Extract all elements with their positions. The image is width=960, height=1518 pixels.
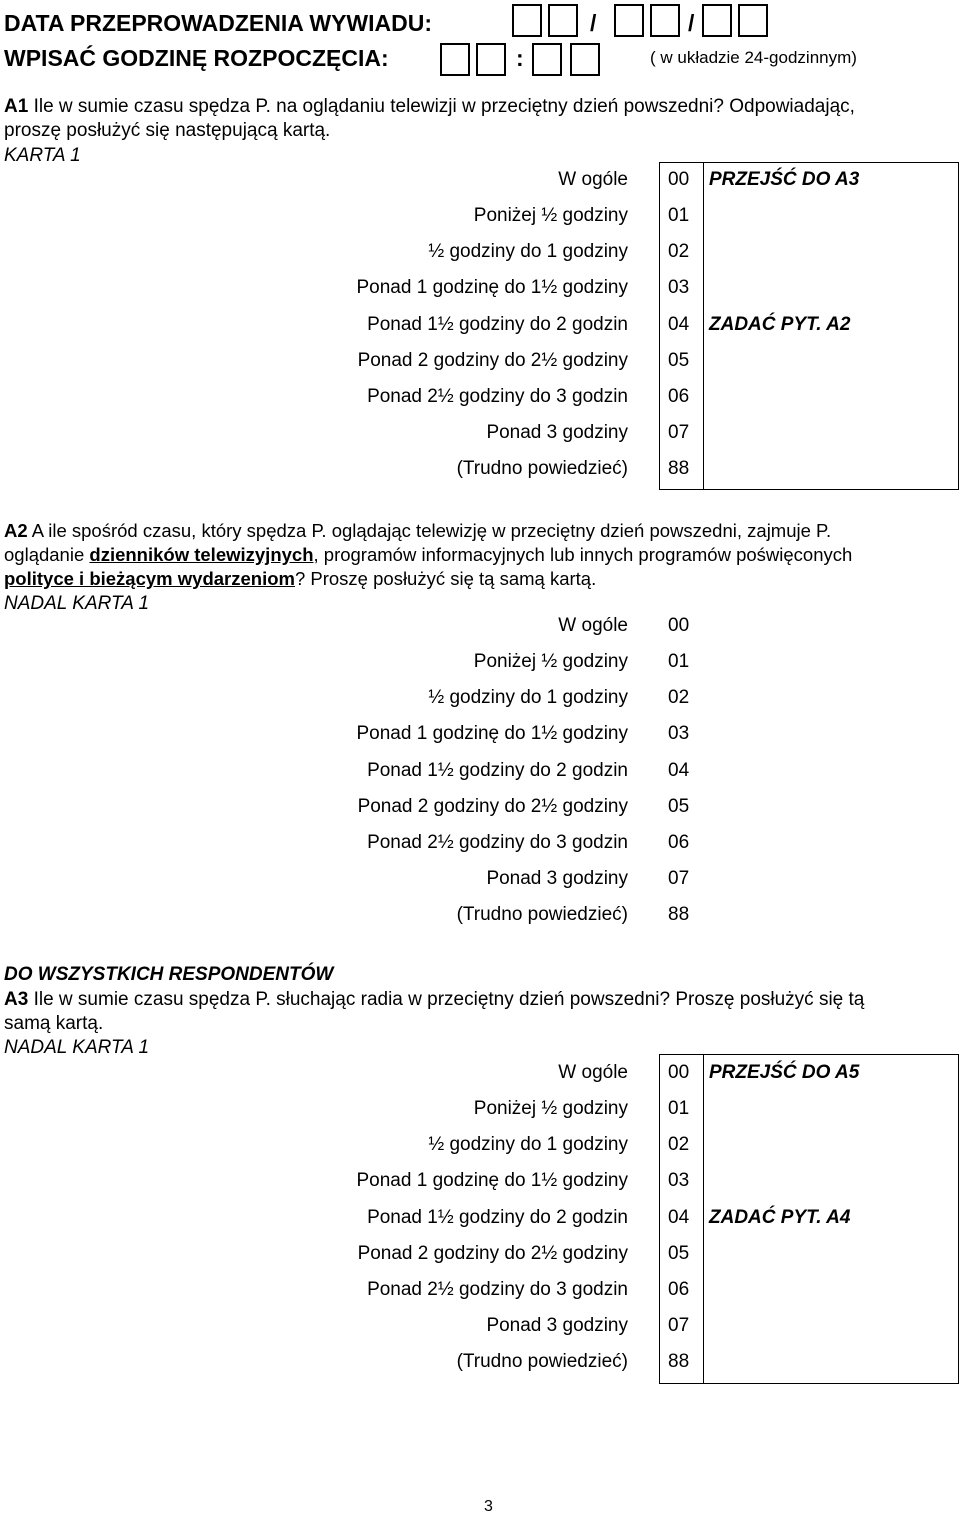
answer-code[interactable]: 05 bbox=[668, 1243, 690, 1264]
answer-code[interactable]: 03 bbox=[668, 1170, 690, 1191]
answer-label: (Trudno powiedzieć) bbox=[456, 904, 628, 925]
answer-code[interactable]: 05 bbox=[668, 350, 690, 371]
answer-code[interactable]: 88 bbox=[668, 1351, 690, 1372]
question-a3-text-cont: samą kartą. bbox=[4, 1013, 104, 1034]
date-digit-box[interactable] bbox=[738, 4, 768, 37]
time-digit-box[interactable] bbox=[440, 43, 470, 76]
skip-instruction: PRZEJŚĆ DO A3 bbox=[709, 169, 860, 190]
answer-code[interactable]: 00 bbox=[668, 169, 690, 190]
time-digit-box[interactable] bbox=[532, 43, 562, 76]
answer-code[interactable]: 00 bbox=[668, 615, 690, 636]
answer-label: Ponad 3 godziny bbox=[486, 868, 628, 889]
answer-label: Poniżej ½ godziny bbox=[473, 1098, 628, 1119]
answer-code[interactable]: 02 bbox=[668, 1134, 690, 1155]
question-text: , programów informacyjnych lub innych programów poświęconych bbox=[313, 544, 853, 565]
answer-code[interactable]: 07 bbox=[668, 422, 690, 443]
time-separator: : bbox=[516, 45, 524, 71]
ask-instruction: ZADAĆ PYT. A2 bbox=[709, 314, 851, 335]
answer-label: (Trudno powiedzieć) bbox=[456, 1351, 628, 1372]
answer-code[interactable]: 88 bbox=[668, 458, 690, 479]
answer-code[interactable]: 06 bbox=[668, 832, 690, 853]
answer-code[interactable]: 05 bbox=[668, 796, 690, 817]
card-reference: NADAL KARTA 1 bbox=[4, 1037, 150, 1058]
card-reference: NADAL KARTA 1 bbox=[4, 593, 150, 614]
date-digit-box[interactable] bbox=[702, 4, 732, 37]
question-text: ? Proszę posłużyć się tą samą kartą. bbox=[294, 568, 597, 589]
answer-label: (Trudno powiedzieć) bbox=[456, 458, 628, 479]
question-number: A1 bbox=[4, 96, 29, 117]
answer-label: W ogóle bbox=[558, 169, 628, 190]
answer-label: Ponad 2½ godziny do 3 godzin bbox=[367, 386, 628, 407]
answer-label: Ponad 2 godziny do 2½ godziny bbox=[357, 1243, 628, 1264]
question-a3-text bbox=[4, 989, 959, 1011]
question-text: Ile w sumie czasu spędza P. słuchając radia w przeciętny dzień powszedni? Proszę posłużyć się tą bbox=[28, 989, 865, 1010]
answer-label: W ogóle bbox=[558, 615, 628, 636]
answer-code[interactable]: 02 bbox=[668, 241, 690, 262]
answer-label: Poniżej ½ godziny bbox=[473, 651, 628, 672]
answer-code[interactable]: 06 bbox=[668, 1279, 690, 1300]
answer-label: W ogóle bbox=[558, 1062, 628, 1083]
answer-code[interactable]: 01 bbox=[668, 651, 690, 672]
answer-label: ½ godziny do 1 godziny bbox=[428, 687, 628, 708]
table-divider bbox=[703, 162, 704, 490]
answer-label: Ponad 2 godziny do 2½ godziny bbox=[357, 796, 628, 817]
question-text: oglądanie bbox=[4, 544, 90, 565]
answer-code[interactable]: 03 bbox=[668, 277, 690, 298]
time-digit-box[interactable] bbox=[476, 43, 506, 76]
question-a2-text-cont bbox=[4, 544, 960, 566]
answer-label: Ponad 1 godzinę do 1½ godziny bbox=[356, 723, 628, 744]
answer-label: Ponad 1½ godziny do 2 godzin bbox=[367, 760, 628, 781]
page-number: 3 bbox=[484, 1498, 493, 1515]
answer-code[interactable]: 03 bbox=[668, 723, 690, 744]
answer-code[interactable]: 01 bbox=[668, 205, 690, 226]
answer-code[interactable]: 07 bbox=[668, 868, 690, 889]
answer-label: Ponad 1½ godziny do 2 godzin bbox=[367, 314, 628, 335]
answer-label: Ponad 2½ godziny do 3 godzin bbox=[367, 1279, 628, 1300]
answer-code[interactable]: 04 bbox=[668, 1207, 690, 1228]
answer-label: Ponad 3 godziny bbox=[486, 422, 628, 443]
section-heading: DO WSZYSTKICH RESPONDENTÓW bbox=[4, 964, 334, 985]
date-separator: / bbox=[688, 10, 695, 36]
answer-code[interactable]: 00 bbox=[668, 1062, 690, 1083]
card-reference: KARTA 1 bbox=[4, 145, 81, 166]
question-a1-text bbox=[4, 96, 954, 118]
answer-code[interactable]: 01 bbox=[668, 1098, 690, 1119]
question-a2-text bbox=[4, 520, 959, 542]
question-text: A ile spośród czasu, który spędza P. oglądając telewizję w przeciętny dzień powszedni, zajmuje P. bbox=[27, 520, 832, 541]
emphasized-text: dzienników telewizyjnych bbox=[89, 544, 314, 565]
emphasized-text: polityce i bieżącym wydarzeniom bbox=[4, 568, 295, 589]
time-digit-box[interactable] bbox=[570, 43, 600, 76]
ask-instruction: ZADAĆ PYT. A4 bbox=[709, 1207, 851, 1228]
answer-code[interactable]: 04 bbox=[668, 314, 690, 335]
question-number: A3 bbox=[4, 989, 29, 1010]
answer-code[interactable]: 06 bbox=[668, 386, 690, 407]
answer-label: Ponad 1 godzinę do 1½ godziny bbox=[356, 277, 628, 298]
answer-label: Ponad 2½ godziny do 3 godzin bbox=[367, 832, 628, 853]
answer-code[interactable]: 02 bbox=[668, 687, 690, 708]
skip-instruction: PRZEJŚĆ DO A5 bbox=[709, 1062, 860, 1083]
question-a2-text-end bbox=[4, 568, 596, 590]
answer-code[interactable]: 04 bbox=[668, 760, 690, 781]
question-number: A2 bbox=[4, 520, 28, 541]
answer-label: Poniżej ½ godziny bbox=[473, 205, 628, 226]
answer-label: ½ godziny do 1 godziny bbox=[428, 1134, 628, 1155]
answer-code[interactable]: 07 bbox=[668, 1315, 690, 1336]
start-time-label: WPISAĆ GODZINĘ ROZPOCZĘCIA: bbox=[4, 45, 389, 71]
date-separator: / bbox=[590, 10, 597, 36]
answer-label: Ponad 2 godziny do 2½ godziny bbox=[357, 350, 628, 371]
question-text: Ile w sumie czasu spędza P. na oglądaniu telewizji w przeciętny dzień powszedni? Odpowiadając, bbox=[28, 96, 855, 117]
date-digit-box[interactable] bbox=[614, 4, 644, 37]
question-a1-text-cont: proszę posłużyć się następującą kartą. bbox=[4, 120, 331, 141]
answer-label: ½ godziny do 1 godziny bbox=[428, 241, 628, 262]
time-format-note: ( w układzie 24-godzinnym) bbox=[650, 48, 857, 67]
answer-label: Ponad 1½ godziny do 2 godzin bbox=[367, 1207, 628, 1228]
date-digit-box[interactable] bbox=[548, 4, 578, 37]
answer-code[interactable]: 88 bbox=[668, 904, 690, 925]
date-digit-box[interactable] bbox=[512, 4, 542, 37]
interview-date-label: DATA PRZEPROWADZENIA WYWIADU: bbox=[4, 10, 433, 36]
answer-label: Ponad 3 godziny bbox=[486, 1315, 628, 1336]
table-divider bbox=[703, 1054, 704, 1384]
date-digit-box[interactable] bbox=[650, 4, 680, 37]
answer-label: Ponad 1 godzinę do 1½ godziny bbox=[356, 1170, 628, 1191]
